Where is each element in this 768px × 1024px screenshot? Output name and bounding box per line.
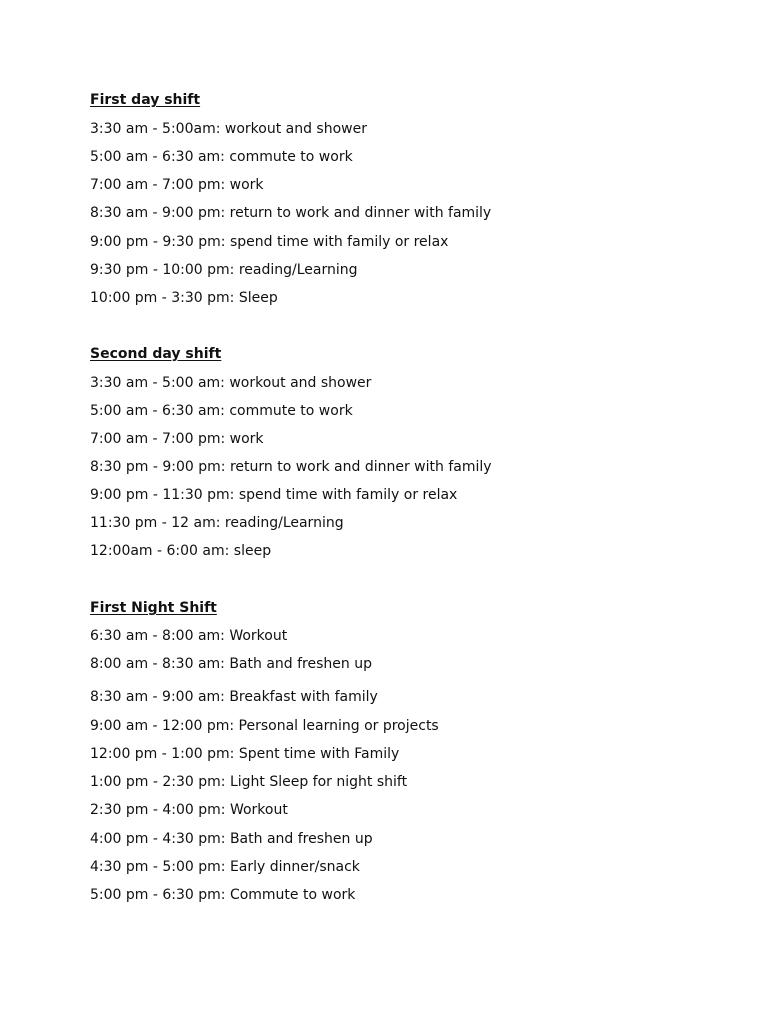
schedule-item: 4:00 pm - 4:30 pm: Bath and freshen up <box>90 831 373 847</box>
section-heading-first-night-shift: First Night Shift <box>90 600 217 616</box>
schedule-item: 7:00 am - 7:00 pm: work <box>90 177 264 193</box>
schedule-item: 8:30 am - 9:00 pm: return to work and dinner with family <box>90 205 492 221</box>
schedule-item: 1:00 pm - 2:30 pm: Light Sleep for night shift <box>90 774 408 790</box>
schedule-item: 6:30 am - 8:00 am: Workout <box>90 628 288 644</box>
schedule-item: 8:00 am - 8:30 am: Bath and freshen up <box>90 656 372 672</box>
schedule-item: 9:00 pm - 9:30 pm: spend time with family or relax <box>90 234 449 250</box>
schedule-item: 10:00 pm - 3:30 pm: Sleep <box>90 290 278 306</box>
section-heading-second-day-shift: Second day shift <box>90 346 222 362</box>
schedule-item: 9:00 pm - 11:30 pm: spend time with family or relax <box>90 487 458 503</box>
schedule-item: 12:00 pm - 1:00 pm: Spent time with Family <box>90 746 400 762</box>
schedule-item: 12:00am - 6:00 am: sleep <box>90 543 272 559</box>
schedule-item: 5:00 am - 6:30 am: commute to work <box>90 149 353 165</box>
schedule-item: 11:30 pm - 12 am: reading/Learning <box>90 515 344 531</box>
schedule-item: 3:30 am - 5:00 am: workout and shower <box>90 375 372 391</box>
schedule-item: 2:30 pm - 4:00 pm: Workout <box>90 802 288 818</box>
schedule-item: 5:00 am - 6:30 am: commute to work <box>90 403 353 419</box>
schedule-item: 9:30 pm - 10:00 pm: reading/Learning <box>90 262 358 278</box>
schedule-item: 4:30 pm - 5:00 pm: Early dinner/snack <box>90 859 360 875</box>
schedule-item: 8:30 pm - 9:00 pm: return to work and dinner with family <box>90 459 492 475</box>
schedule-item: 7:00 am - 7:00 pm: work <box>90 431 264 447</box>
schedule-item: 5:00 pm - 6:30 pm: Commute to work <box>90 887 356 903</box>
section-heading-first-day-shift: First day shift <box>90 92 201 108</box>
schedule-item: 3:30 am - 5:00am: workout and shower <box>90 121 367 137</box>
schedule-item: 8:30 am - 9:00 am: Breakfast with family <box>90 689 378 705</box>
schedule-item: 9:00 am - 12:00 pm: Personal learning or projects <box>90 718 439 734</box>
